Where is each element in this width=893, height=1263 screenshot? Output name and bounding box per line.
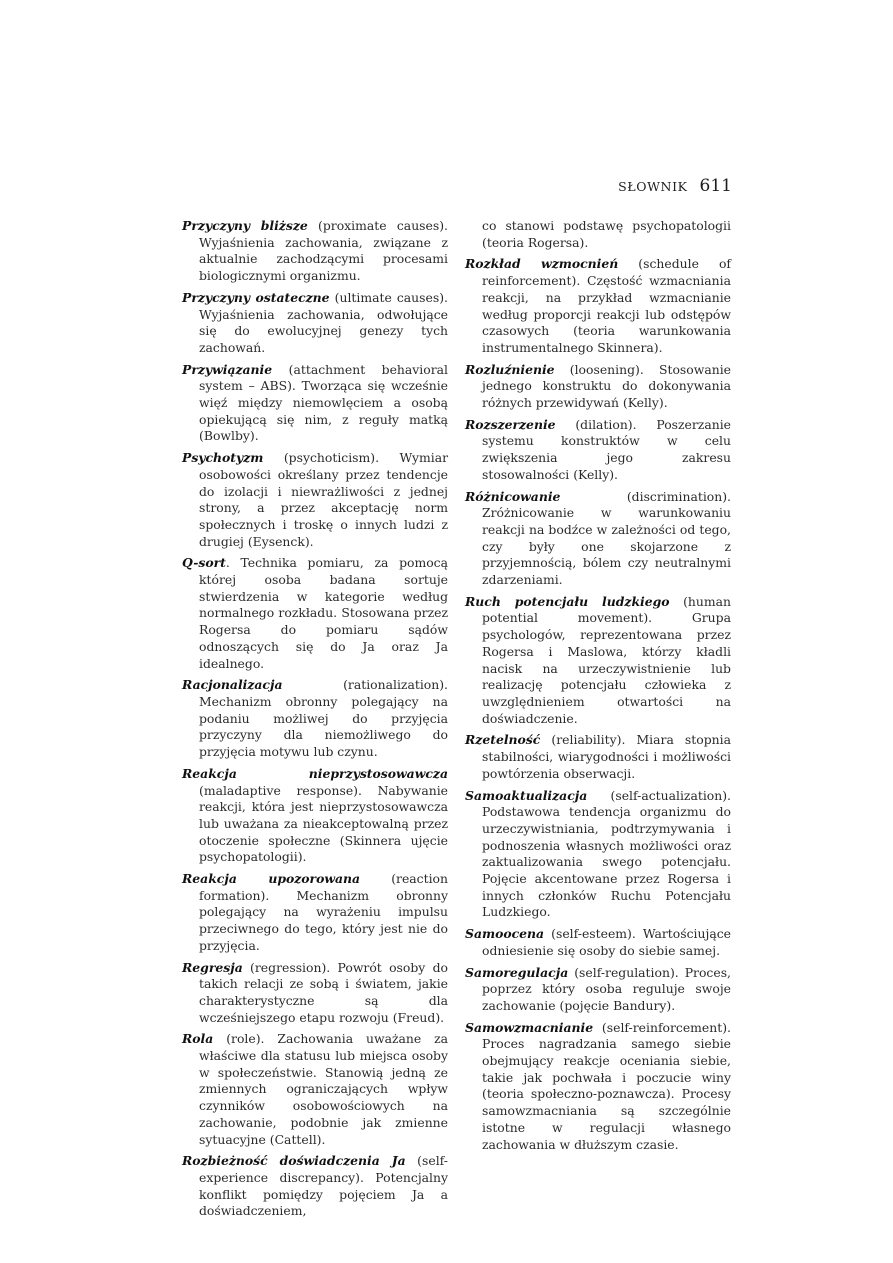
left-column	[182, 218, 448, 1225]
glossary-term: Samowzmacnianie	[465, 1019, 594, 1035]
glossary-term: Samoocena	[465, 926, 545, 942]
glossary-term: Rozkład wzmocnień	[465, 256, 619, 272]
glossary-term: Rozluźnienie	[465, 361, 555, 377]
glossary-definition: (role). Zachowania uważane za właściwe dla statusu lub miejsca osoby w społeczeństwie. Stanowią jedną ze zmiennych ograniczających wpływ czynników osobowościowych na zachowanie, podobnie jak zmienne sytuacyjne (Cattell).	[199, 1031, 448, 1147]
glossary-definition: (ultimate causes). Wyjaśnienia zachowania, odwołujące się do ewolucyjnej genezy tych zachowań.	[199, 289, 448, 355]
glossary-definition: (psychoticism). Wymiar osobowości określany przez tendencje do izolacji i niewrażliwości z jednej strony, a przez akceptację norm społecznych i troskę o innych ludzi z drugiej (Eysenck).	[199, 450, 448, 549]
glossary-definition: (schedule of reinforcement). Częstość wzmacniania reakcji, na przykład wzmacnianie według proporcji reakcji lub odstępów czasowych (teoria warunkowania instrumentalnego Skinnera).	[482, 256, 731, 355]
glossary-entry	[465, 417, 731, 484]
glossary-definition: (rationalization). Mechanizm obronny polegający na podaniu możliwej do przyjęcia przyczyny dla niemożliwego do przyjęcia motywu lub czynu.	[199, 677, 448, 760]
glossary-term: Różnicowanie	[465, 488, 561, 504]
glossary-definition: (attachment behavioral system – ABS). Tworząca się wcześnie więź między niemowlęciem a osobą opiekującą się nim, z reguły matką (Bowlby).	[199, 361, 448, 444]
glossary-entry	[465, 256, 731, 356]
continued-definition: co stanowi podstawę psychopatologii (teoria Rogersa).	[482, 218, 731, 250]
glossary-entry	[182, 766, 448, 866]
glossary-entry	[182, 450, 448, 550]
right-column	[465, 218, 731, 1158]
glossary-definition: (regression). Powrót osoby do takich relacji ze sobą i światem, jakie charakterystyczne są dla wcześniejszego etapu rozwoju (Freud).	[199, 959, 448, 1025]
glossary-entry	[465, 732, 731, 782]
glossary-term: Racjonalizacja	[182, 677, 283, 693]
glossary-entry	[182, 290, 448, 357]
glossary-entry	[182, 960, 448, 1027]
glossary-entry	[465, 362, 731, 412]
glossary-definition: . Technika pomiaru, za pomocą której osoba badana sortuje stwierdzenia w kategorie według normalnego rozkładu. Stosowana przez Rogersa do pomiaru sądów odnoszących się do Ja oraz Ja idealnego.	[199, 555, 448, 671]
glossary-definition: (loosening). Stosowanie jednego konstruktu do dokonywania różnych przewidywań (Kelly).	[482, 361, 731, 411]
section-label: SŁOWNIK	[618, 179, 688, 194]
glossary-term: Reakcja upozorowana	[182, 871, 361, 887]
glossary-entry	[182, 218, 448, 285]
glossary-definition: (reaction formation). Mechanizm obronny polegający na wyrażeniu impulsu przeciwnego do tego, który jest nie do przyjęcia.	[199, 871, 448, 953]
glossary-term: Rola	[182, 1031, 214, 1047]
glossary-entry	[465, 965, 731, 1015]
glossary-definition: (proximate causes). Wyjaśnienia zachowania, związane z aktualnie zachodzącymi procesami biologicznymi organizmu.	[199, 218, 448, 284]
glossary-entry	[182, 1031, 448, 1148]
glossary-entry	[182, 677, 448, 761]
glossary-entry	[182, 871, 448, 955]
glossary-entry	[465, 1020, 731, 1154]
glossary-term: Regresja	[182, 959, 243, 975]
glossary-term: Samoaktualizacja	[465, 787, 588, 803]
glossary-term: Reakcja nieprzystosowawcza	[182, 765, 448, 781]
glossary-term: Ruch potencjału ludzkiego	[465, 593, 670, 609]
glossary-definition: (dilation). Poszerzanie systemu konstruktów w celu zwiększenia jego zakresu stosowalności (Kelly).	[482, 416, 731, 482]
glossary-term: Samoregulacja	[465, 964, 569, 980]
glossary-definition: (self-actualization). Podstawowa tendencja organizmu do urzeczywistniania, podtrzymywania i podnoszenia własnych możliwości oraz zaktualizowania swego potencjału. Pojęcie akcentowane przez Rogersa i innych członków Ruchu Potencjału Ludzkiego.	[482, 787, 731, 920]
glossary-entry	[465, 926, 731, 959]
glossary-definition: (self-experience discrepancy). Potencjalny konflikt pomiędzy pojęciem Ja a doświadczeniem,	[199, 1153, 448, 1219]
glossary-entry	[182, 1153, 448, 1220]
glossary-entry	[182, 555, 448, 672]
glossary-entry	[182, 362, 448, 446]
glossary-term: Rozszerzenie	[465, 416, 556, 432]
glossary-entry	[465, 489, 731, 589]
glossary-entry	[465, 594, 731, 728]
glossary-definition: (self-reinforcement). Proces nagradzania samego siebie obejmujący reakcje oceniania siebie, takie jak pochwała i poczucie winy (teoria społeczno-poznawcza). Procesy samowzmacniania są szczególnie istotne w regulacji własnego zachowania w dłuższym czasie.	[482, 1019, 731, 1152]
glossary-entry	[465, 788, 731, 922]
glossary-definition: (self-esteem). Wartościujące odniesienie się osoby do siebie samej.	[482, 926, 731, 958]
glossary-definition: (reliability). Miara stopnia stabilności, wiarygodności i możliwości powtórzenia obserwacji.	[482, 732, 731, 781]
page-number: 611	[699, 176, 732, 196]
glossary-term: Przyczyny bliższe	[182, 218, 308, 233]
glossary-term: Psychotyzm	[182, 450, 264, 466]
glossary-definition: (maladaptive response). Nabywanie reakcji, która jest nieprzystosowawcza lub uważana za nieakceptowalną przez otoczenie społeczne (Skinnera ujęcie psychopatologii).	[199, 782, 448, 865]
page-header	[618, 176, 732, 196]
glossary-term: Przywiązanie	[182, 361, 273, 377]
glossary-term: Q-sort	[182, 555, 226, 571]
glossary-term: Przyczyny ostateczne	[182, 289, 330, 305]
glossary-term: Rzetelność	[465, 732, 541, 748]
glossary-definition: (human potential movement). Grupa psychologów, reprezentowana przez Rogersa i Maslowa, którzy kładli nacisk na urzeczywistnienie lub realizację potencjału człowieka z uwzględnieniem otwartości na doświadczenie.	[482, 593, 731, 726]
glossary-term: Rozbieżność doświadczenia Ja	[182, 1153, 406, 1169]
glossary-definition: (discrimination). Zróżnicowanie w warunkowaniu reakcji na bodźce w zależności od tego, czy były one skojarzone z przyjemnością, bólem czy neutralnymi zdarzeniami.	[482, 488, 731, 588]
glossary-definition: (self-regulation). Proces, poprzez który osoba reguluje swoje zachowanie (pojęcie Bandury).	[482, 964, 731, 1013]
